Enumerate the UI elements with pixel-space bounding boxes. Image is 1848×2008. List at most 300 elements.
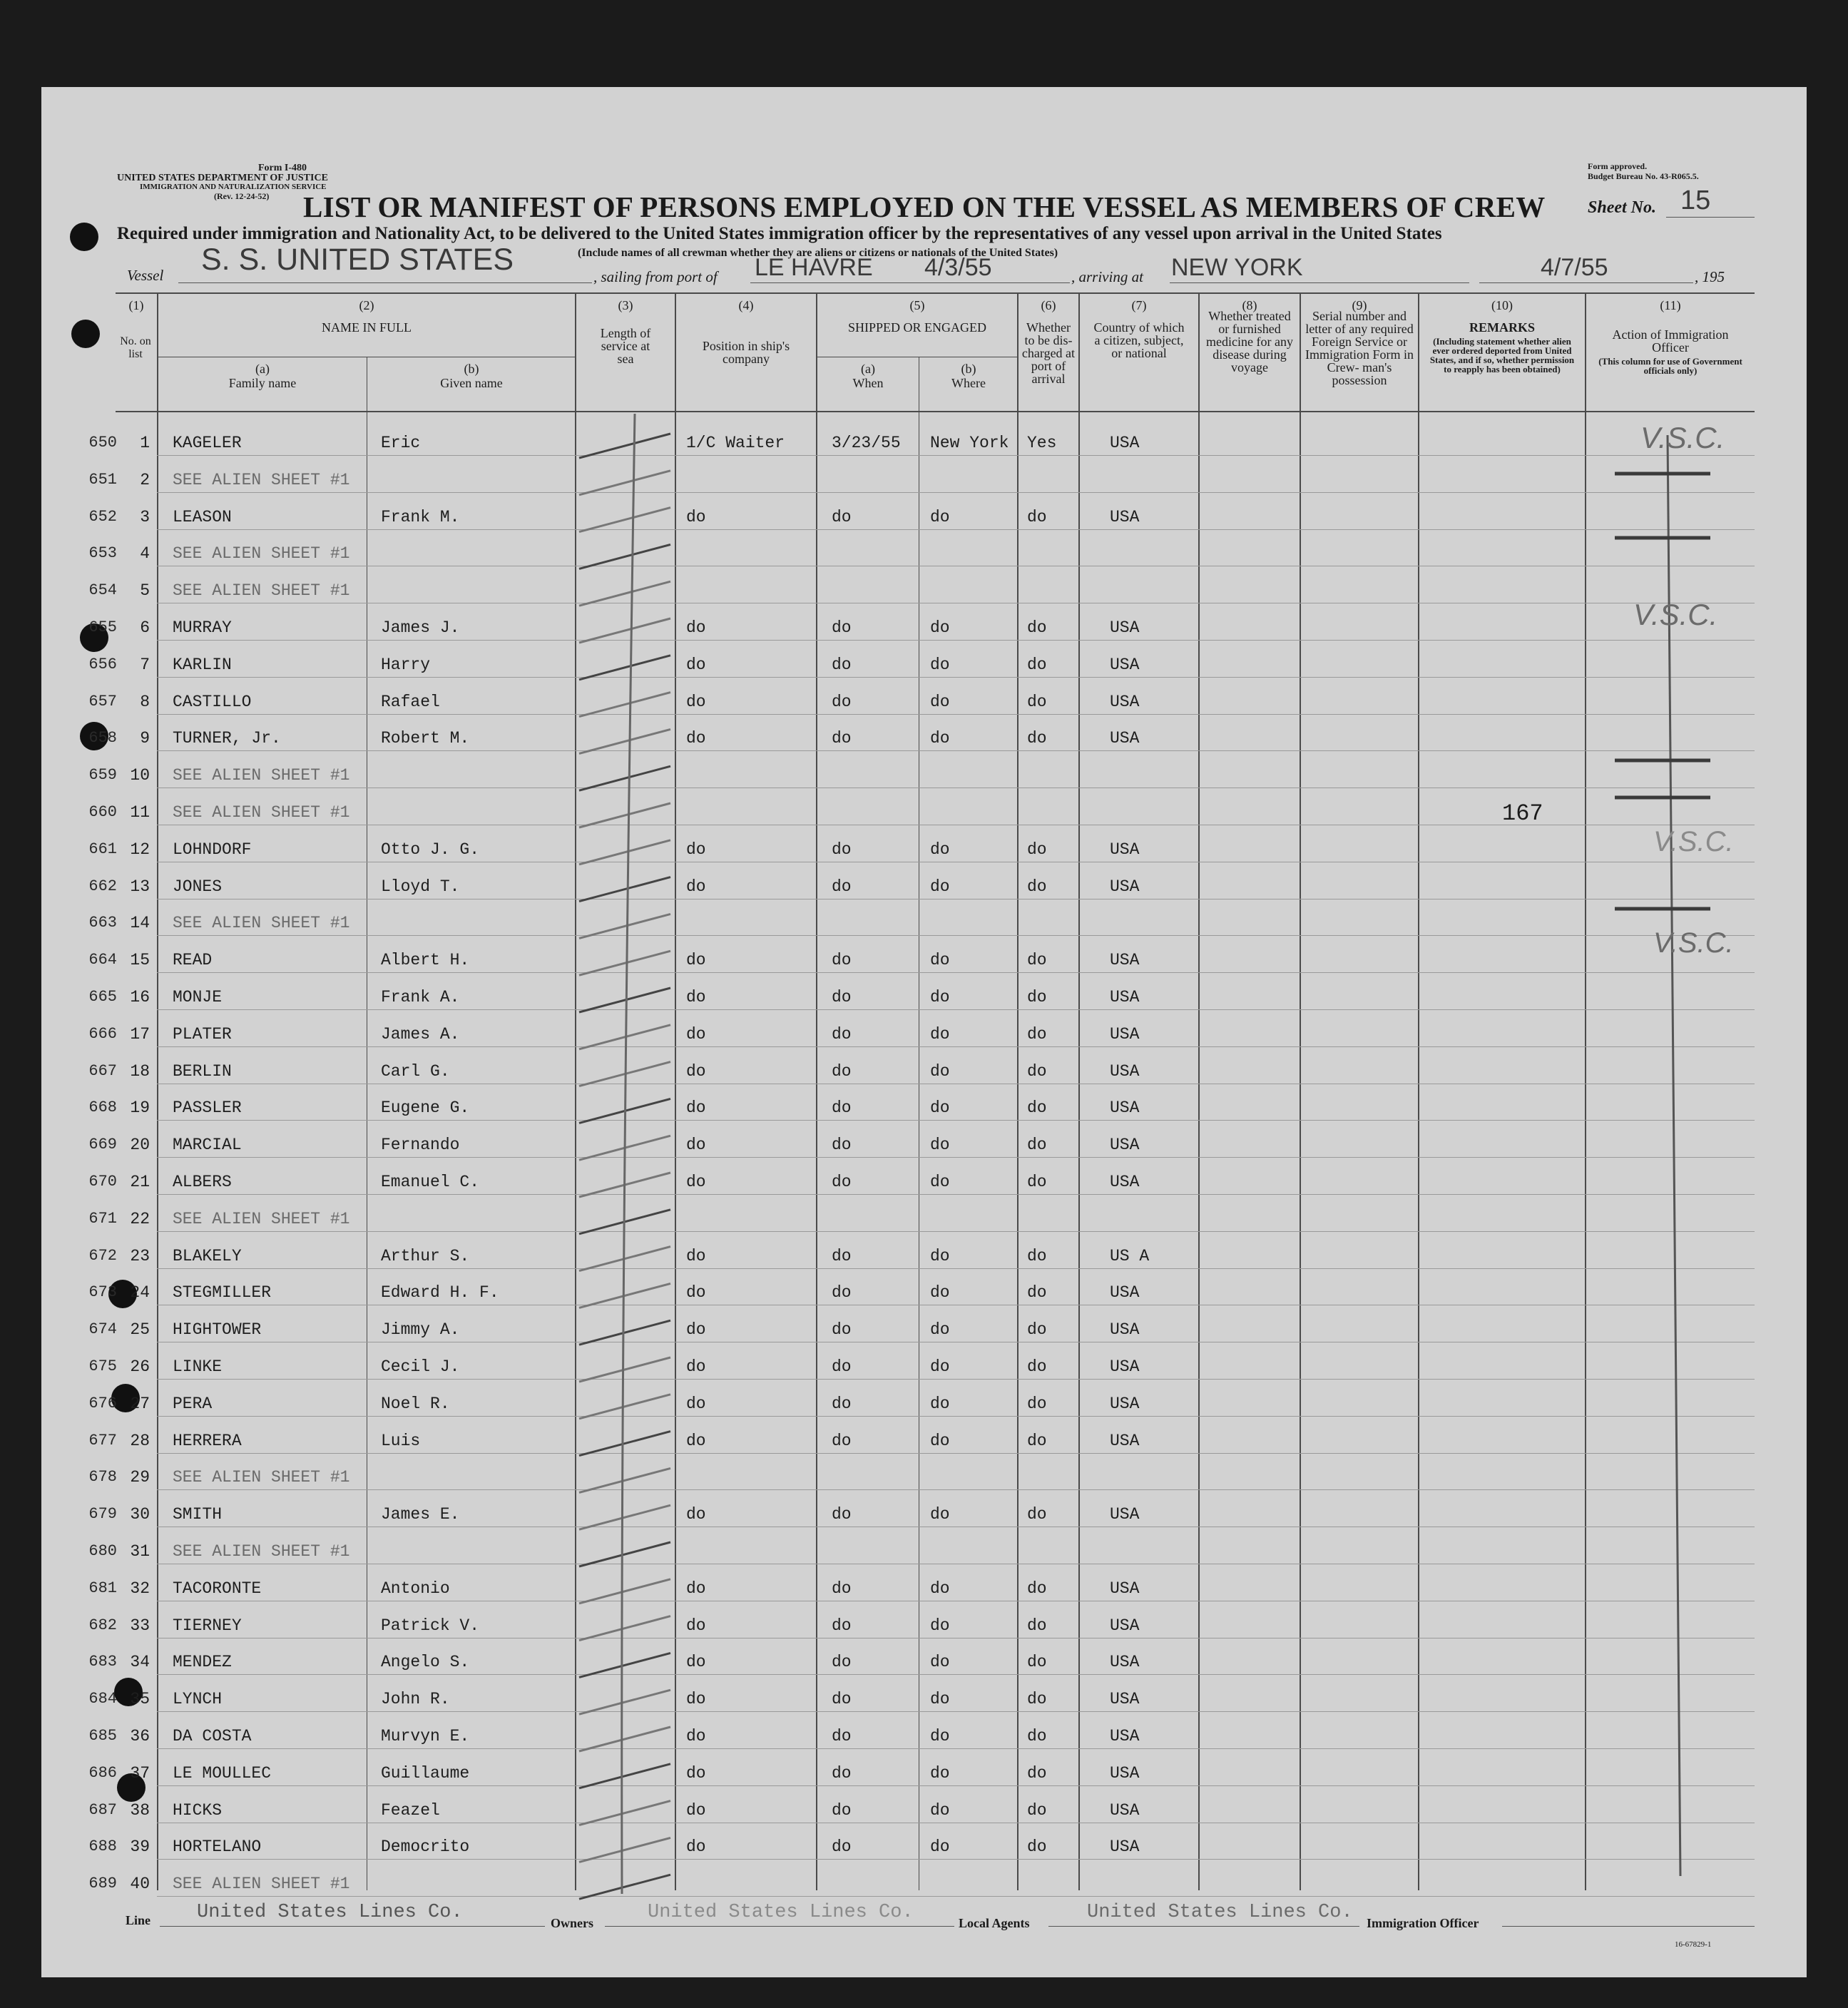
inclusion-note: (Include names of all crewman whether they are aliens or citizens or nationals of the United States) — [578, 247, 1058, 259]
cell-no: 33 — [130, 1616, 150, 1635]
cell-no: 35 — [130, 1690, 150, 1708]
cell-when: do — [832, 1395, 852, 1413]
cell-seq: 669 — [88, 1136, 117, 1153]
cell-given: Guillaume — [381, 1764, 470, 1783]
cell-family: SEE ALIEN SHEET #1 — [173, 1468, 350, 1487]
col-header-number: (5) — [909, 298, 925, 312]
cell-where: do — [930, 1357, 950, 1376]
cell-country: USA — [1110, 1025, 1140, 1044]
table-row — [0, 758, 1848, 795]
cell-seq: 662 — [88, 877, 117, 895]
cell-where: do — [930, 1173, 950, 1191]
cell-position: do — [686, 840, 706, 859]
col-header-given-name: Given name — [440, 376, 503, 390]
cell-no: 15 — [130, 951, 150, 969]
cell-given: Fernando — [381, 1136, 460, 1154]
cell-given: Cecil J. — [381, 1357, 460, 1376]
cell-when: do — [832, 1653, 852, 1671]
cell-given: Murvyn E. — [381, 1727, 470, 1745]
cell-seq: 651 — [88, 471, 117, 489]
table-row — [0, 795, 1848, 832]
col-header-where: Where — [951, 376, 986, 390]
col-header-official-use: (This column for use of Government officials only) — [1598, 356, 1742, 376]
table-row — [0, 573, 1848, 610]
cell-family: DA COSTA — [173, 1727, 252, 1745]
cell-given: Carl G. — [381, 1062, 450, 1081]
cell-seq: 665 — [88, 988, 117, 1006]
table-row — [0, 1608, 1848, 1645]
cell-seq: 659 — [88, 766, 117, 784]
cell-no: 11 — [130, 803, 150, 822]
header-bottom-rule — [116, 411, 1755, 412]
cell-seq: 671 — [88, 1210, 117, 1228]
cell-position: do — [686, 1505, 706, 1524]
cell-country: USA — [1110, 693, 1140, 711]
cell-no: 17 — [130, 1025, 150, 1044]
cell-position: do — [686, 1395, 706, 1413]
cell-position: do — [686, 618, 706, 637]
cell-seq: 652 — [88, 508, 117, 526]
table-row — [0, 1571, 1848, 1608]
cell-seq: 688 — [88, 1838, 117, 1855]
cell-where: do — [930, 1801, 950, 1820]
cell-position: do — [686, 951, 706, 969]
table-row — [0, 1755, 1848, 1793]
cell-seq: 657 — [88, 693, 117, 710]
cell-family: HORTELANO — [173, 1838, 262, 1856]
cell-when: do — [832, 1062, 852, 1081]
cell-when: do — [832, 1099, 852, 1117]
cell-given: Rafael — [381, 693, 440, 711]
cell-where: do — [930, 729, 950, 748]
cell-position: 1/C Waiter — [686, 434, 785, 452]
sailing-date: 4/3/55 — [924, 254, 992, 281]
footer-owners-value: United States Lines Co. — [648, 1902, 914, 1923]
table-row — [0, 1681, 1848, 1718]
cell-seq: 682 — [88, 1616, 117, 1634]
cell-given: Otto J. G. — [381, 840, 480, 859]
cell-discharged: do — [1027, 951, 1047, 969]
cell-when: do — [832, 1505, 852, 1524]
col-header-remarks-note: (Including statement whether alien ever ordered deported from United States, and if so, whether permission to reapply has been obtained) — [1429, 336, 1575, 374]
cell-when: do — [832, 1173, 852, 1191]
cell-when: do — [832, 618, 852, 637]
cell-seq: 677 — [88, 1432, 117, 1449]
cell-family: MARCIAL — [173, 1136, 242, 1154]
cell-family: LYNCH — [173, 1690, 223, 1708]
cell-given: Jimmy A. — [381, 1320, 460, 1339]
table-row — [0, 869, 1848, 906]
cell-where: do — [930, 1062, 950, 1081]
cell-position: do — [686, 1283, 706, 1302]
cell-family: CASTILLO — [173, 693, 252, 711]
cell-given: Frank A. — [381, 988, 460, 1006]
cell-where: do — [930, 1838, 950, 1856]
cell-country: US A — [1110, 1247, 1150, 1265]
cell-position: do — [686, 1247, 706, 1265]
col-header-immigration-action: Action of Immigration Officer — [1612, 327, 1729, 355]
agency-service: IMMIGRATION AND NATURALIZATION SERVICE — [140, 183, 327, 191]
cell-country: USA — [1110, 1690, 1140, 1708]
cell-seq: 667 — [88, 1062, 117, 1080]
cell-discharged: Yes — [1027, 434, 1057, 452]
cell-where: do — [930, 1764, 950, 1783]
cell-no: 1 — [140, 434, 150, 452]
cell-position: do — [686, 1025, 706, 1044]
officer-check-mark: V.S.C. — [1633, 598, 1718, 631]
cell-given: Democrito — [381, 1838, 470, 1856]
cell-discharged: do — [1027, 508, 1047, 526]
cell-discharged: do — [1027, 1690, 1047, 1708]
table-row — [0, 425, 1848, 462]
row-rule — [157, 1859, 1755, 1860]
col-header-position: Position in ship's company — [702, 339, 790, 366]
cell-no: 19 — [130, 1099, 150, 1117]
cell-family: TACORONTE — [173, 1579, 262, 1598]
cell-family: BERLIN — [173, 1062, 232, 1081]
cell-no: 20 — [130, 1136, 150, 1154]
cell-where: do — [930, 693, 950, 711]
officer-check-mark: V.S.C. — [1640, 421, 1725, 454]
cell-when: do — [832, 840, 852, 859]
cell-no: 25 — [130, 1320, 150, 1339]
cell-given: James J. — [381, 618, 460, 637]
cell-country: USA — [1110, 1173, 1140, 1191]
cell-when: do — [832, 1357, 852, 1376]
footer-officer-field — [1502, 1926, 1755, 1927]
cell-country: USA — [1110, 1579, 1140, 1598]
cell-discharged: do — [1027, 1173, 1047, 1191]
cell-discharged: do — [1027, 618, 1047, 637]
cell-country: USA — [1110, 656, 1140, 674]
cell-no: 32 — [130, 1579, 150, 1598]
page-title: LIST OR MANIFEST OF PERSONS EMPLOYED ON THE VESSEL AS MEMBERS OF CREW — [303, 190, 1546, 223]
form-revision: (Rev. 12-24-52) — [214, 191, 270, 201]
table-row — [0, 1793, 1848, 1830]
row-rule — [157, 1120, 1755, 1121]
cell-no: 24 — [130, 1283, 150, 1302]
footer-officer-label: Immigration Officer — [1367, 1916, 1479, 1930]
cell-family: SMITH — [173, 1505, 223, 1524]
cell-position: do — [686, 1432, 706, 1450]
cell-where: do — [930, 1653, 950, 1671]
cell-seq: 683 — [88, 1653, 117, 1671]
table-row — [0, 1534, 1848, 1571]
table-row — [0, 1016, 1848, 1054]
col-header-number: (11) — [1660, 298, 1681, 312]
col-header-number: (4) — [738, 298, 754, 312]
table-row — [0, 684, 1848, 721]
table-row — [0, 979, 1848, 1016]
cell-country: USA — [1110, 1395, 1140, 1413]
footer-agents-label: Local Agents — [959, 1916, 1030, 1930]
cell-given: James E. — [381, 1505, 460, 1524]
table-row — [0, 1090, 1848, 1127]
cell-given: Feazel — [381, 1801, 440, 1820]
cell-given: Lloyd T. — [381, 877, 460, 896]
cell-no: 14 — [130, 914, 150, 932]
cell-where: do — [930, 840, 950, 859]
cell-family: LOHNDORF — [173, 840, 252, 859]
arriving-label: , arriving at — [1071, 268, 1143, 285]
row-rule — [157, 529, 1755, 530]
footer-line-label: Line — [126, 1913, 151, 1927]
cell-when: do — [832, 1764, 852, 1783]
row-rule — [157, 455, 1755, 456]
cell-family: TURNER, Jr. — [173, 729, 281, 748]
cell-country: USA — [1110, 1653, 1140, 1671]
cell-discharged: do — [1027, 1764, 1047, 1783]
cell-seq: 673 — [88, 1283, 117, 1301]
arrival-port: NEW YORK — [1171, 254, 1303, 281]
table-row — [0, 942, 1848, 979]
cell-seq: 650 — [88, 434, 117, 452]
cell-no: 23 — [130, 1247, 150, 1265]
cell-family: KAGELER — [173, 434, 242, 452]
officer-check-mark: V.S.C. — [1653, 927, 1734, 959]
row-rule — [157, 1896, 1755, 1897]
cell-seq: 674 — [88, 1320, 117, 1338]
cell-seq: 681 — [88, 1579, 117, 1597]
row-rule — [157, 935, 1755, 936]
cell-family: MENDEZ — [173, 1653, 232, 1671]
cell-given: Luis — [381, 1432, 421, 1450]
row-rule — [157, 1379, 1755, 1380]
punch-hole — [71, 320, 100, 348]
cell-no: 38 — [130, 1801, 150, 1820]
cell-given: Angelo S. — [381, 1653, 470, 1671]
budget-bureau-note: Budget Bureau No. 43-R065.5. — [1588, 171, 1699, 181]
cell-when: do — [832, 729, 852, 748]
cell-position: do — [686, 1099, 706, 1117]
col-header-country: Country of which a citizen, subject, or national — [1093, 320, 1185, 360]
cell-seq: 676 — [88, 1395, 117, 1412]
cell-family: BLAKELY — [173, 1247, 242, 1265]
cell-discharged: do — [1027, 1395, 1047, 1413]
cell-seq: 655 — [88, 618, 117, 636]
cell-no: 12 — [130, 840, 150, 859]
col-header-shipped: SHIPPED OR ENGAGED — [847, 320, 986, 335]
row-rule — [157, 750, 1755, 751]
sheet-label: Sheet No. — [1588, 198, 1656, 217]
cell-family: LE MOULLEC — [173, 1764, 272, 1783]
cell-country: USA — [1110, 729, 1140, 748]
cell-given: Edward H. F. — [381, 1283, 499, 1302]
col-header-number: (9) — [1352, 298, 1367, 312]
row-rule — [157, 1489, 1755, 1490]
cell-no: 31 — [130, 1542, 150, 1561]
cell-no: 8 — [140, 693, 150, 711]
cell-country: USA — [1110, 618, 1140, 637]
cell-no: 21 — [130, 1173, 150, 1191]
col-header-number: (8) — [1242, 298, 1257, 312]
cell-family: MURRAY — [173, 618, 232, 637]
row-rule — [157, 1157, 1755, 1158]
cell-position: do — [686, 1173, 706, 1191]
table-row — [0, 1164, 1848, 1201]
cell-family: PERA — [173, 1395, 213, 1413]
cell-when: do — [832, 1025, 852, 1044]
cell-position: do — [686, 508, 706, 526]
table-row — [0, 1238, 1848, 1275]
cell-country: USA — [1110, 951, 1140, 969]
cell-family: SEE ALIEN SHEET #1 — [173, 1542, 350, 1561]
cell-no: 22 — [130, 1210, 150, 1228]
row-rule — [157, 1009, 1755, 1010]
cell-family: TIERNEY — [173, 1616, 242, 1635]
cell-seq: 660 — [88, 803, 117, 821]
row-rule — [157, 492, 1755, 493]
cell-when: do — [832, 656, 852, 674]
cell-seq: 664 — [88, 951, 117, 969]
cell-family: SEE ALIEN SHEET #1 — [173, 803, 350, 822]
cell-discharged: do — [1027, 1136, 1047, 1154]
cell-family: KARLIN — [173, 656, 232, 674]
cell-country: USA — [1110, 1062, 1140, 1081]
cell-position: do — [686, 1062, 706, 1081]
cell-discharged: do — [1027, 988, 1047, 1006]
cell-seq: 666 — [88, 1025, 117, 1043]
cell-discharged: do — [1027, 1801, 1047, 1820]
row-rule — [157, 714, 1755, 715]
cell-country: USA — [1110, 1764, 1140, 1783]
cell-when: do — [832, 1136, 852, 1154]
cell-discharged: do — [1027, 729, 1047, 748]
cell-position: do — [686, 1616, 706, 1635]
cell-when: do — [832, 1283, 852, 1302]
cell-no: 39 — [130, 1838, 150, 1856]
cell-given: Noel R. — [381, 1395, 450, 1413]
footer-line-field — [160, 1926, 545, 1927]
row-rule — [157, 1453, 1755, 1454]
cell-seq: 653 — [88, 544, 117, 562]
cell-family: SEE ALIEN SHEET #1 — [173, 471, 350, 489]
cell-discharged: do — [1027, 840, 1047, 859]
cell-discharged: do — [1027, 1247, 1047, 1265]
cell-where: do — [930, 951, 950, 969]
cell-where: do — [930, 877, 950, 896]
col-header-name: NAME IN FULL — [322, 320, 412, 335]
table-row — [0, 462, 1848, 499]
col-header-medical: Whether treated or furnished medicine for any disease during voyage — [1206, 309, 1293, 374]
col-header-number: (6) — [1041, 298, 1056, 312]
cell-family: SEE ALIEN SHEET #1 — [173, 1875, 350, 1893]
table-row — [0, 1644, 1848, 1681]
row-rule — [157, 1231, 1755, 1232]
cell-position: do — [686, 1838, 706, 1856]
cell-seq: 680 — [88, 1542, 117, 1560]
cell-family: STEGMILLER — [173, 1283, 272, 1302]
cell-no: 26 — [130, 1357, 150, 1376]
cell-seq: 672 — [88, 1247, 117, 1265]
cell-country: USA — [1110, 1099, 1140, 1117]
cell-seq: 670 — [88, 1173, 117, 1191]
port-field-line — [750, 282, 1070, 283]
cell-seq: 678 — [88, 1468, 117, 1486]
cell-seq: 686 — [88, 1764, 117, 1782]
page-subtitle: Required under immigration and Nationality Act, to be delivered to the United States immigration officer by the representatives of any vessel upon arrival in the United States — [117, 224, 1442, 243]
cell-country: USA — [1110, 988, 1140, 1006]
cell-country: USA — [1110, 1136, 1140, 1154]
cell-seq: 656 — [88, 656, 117, 673]
cell-country: USA — [1110, 877, 1140, 896]
cell-given: James A. — [381, 1025, 460, 1044]
cell-given: Eugene G. — [381, 1099, 470, 1117]
approval-note: Form approved. — [1588, 161, 1648, 171]
col-header-discharged: Whether to be dis- charged at port of arrival — [1021, 320, 1076, 386]
row-rule — [157, 1268, 1755, 1269]
table-row — [0, 1201, 1848, 1238]
cell-seq: 684 — [88, 1690, 117, 1708]
cell-position: do — [686, 988, 706, 1006]
cell-discharged: do — [1027, 656, 1047, 674]
cell-when: do — [832, 1838, 852, 1856]
punch-hole — [70, 223, 98, 251]
cell-where: do — [930, 1283, 950, 1302]
cell-country: USA — [1110, 1432, 1140, 1450]
arrival-date: 4/7/55 — [1541, 254, 1608, 281]
cell-when: do — [832, 1801, 852, 1820]
row-rule — [157, 1674, 1755, 1675]
cell-discharged: do — [1027, 1579, 1047, 1598]
row-rule — [157, 1194, 1755, 1195]
cell-country: USA — [1110, 434, 1140, 452]
table-row — [0, 1386, 1848, 1423]
cell-seq: 663 — [88, 914, 117, 932]
print-code: 16-67829-1 — [1675, 1940, 1712, 1949]
table-row — [0, 1054, 1848, 1091]
cell-where: do — [930, 1579, 950, 1598]
cell-discharged: do — [1027, 1283, 1047, 1302]
cell-discharged: do — [1027, 1616, 1047, 1635]
col-header-number: (1) — [128, 298, 144, 312]
cell-country: USA — [1110, 1505, 1140, 1524]
cell-no: 37 — [130, 1764, 150, 1783]
cell-when: do — [832, 951, 852, 969]
cell-when: do — [832, 877, 852, 896]
table-row — [0, 1497, 1848, 1534]
cell-position: do — [686, 729, 706, 748]
cell-country: USA — [1110, 1801, 1140, 1820]
table-row — [0, 1312, 1848, 1349]
cell-no: 6 — [140, 618, 150, 637]
row-rule — [157, 1711, 1755, 1712]
cell-when: 3/23/55 — [832, 434, 901, 452]
cell-position: do — [686, 1690, 706, 1708]
cell-when: do — [832, 508, 852, 526]
cell-when: do — [832, 1690, 852, 1708]
cell-where: do — [930, 656, 950, 674]
year-suffix: , 195 — [1695, 268, 1725, 285]
cell-position: do — [686, 693, 706, 711]
cell-where: do — [930, 1136, 950, 1154]
cell-discharged: do — [1027, 1357, 1047, 1376]
cell-family: HICKS — [173, 1801, 223, 1820]
officer-check-mark: V.S.C. — [1653, 826, 1734, 857]
col-header-serial: Serial number and letter of any required Foreign Service or Immigration Form in Crew- man's possession — [1305, 309, 1414, 387]
col-header-when: When — [852, 376, 884, 390]
footer-agents-field — [1048, 1926, 1359, 1927]
cell-discharged: do — [1027, 1432, 1047, 1450]
col-header-number: (3) — [618, 298, 633, 312]
table-row — [0, 1866, 1848, 1903]
table-row — [0, 1423, 1848, 1460]
cell-no: 34 — [130, 1653, 150, 1671]
vessel-label: Vessel — [127, 267, 164, 284]
cell-no: 27 — [130, 1395, 150, 1413]
cell-family: SEE ALIEN SHEET #1 — [173, 766, 350, 785]
table-row — [0, 499, 1848, 536]
